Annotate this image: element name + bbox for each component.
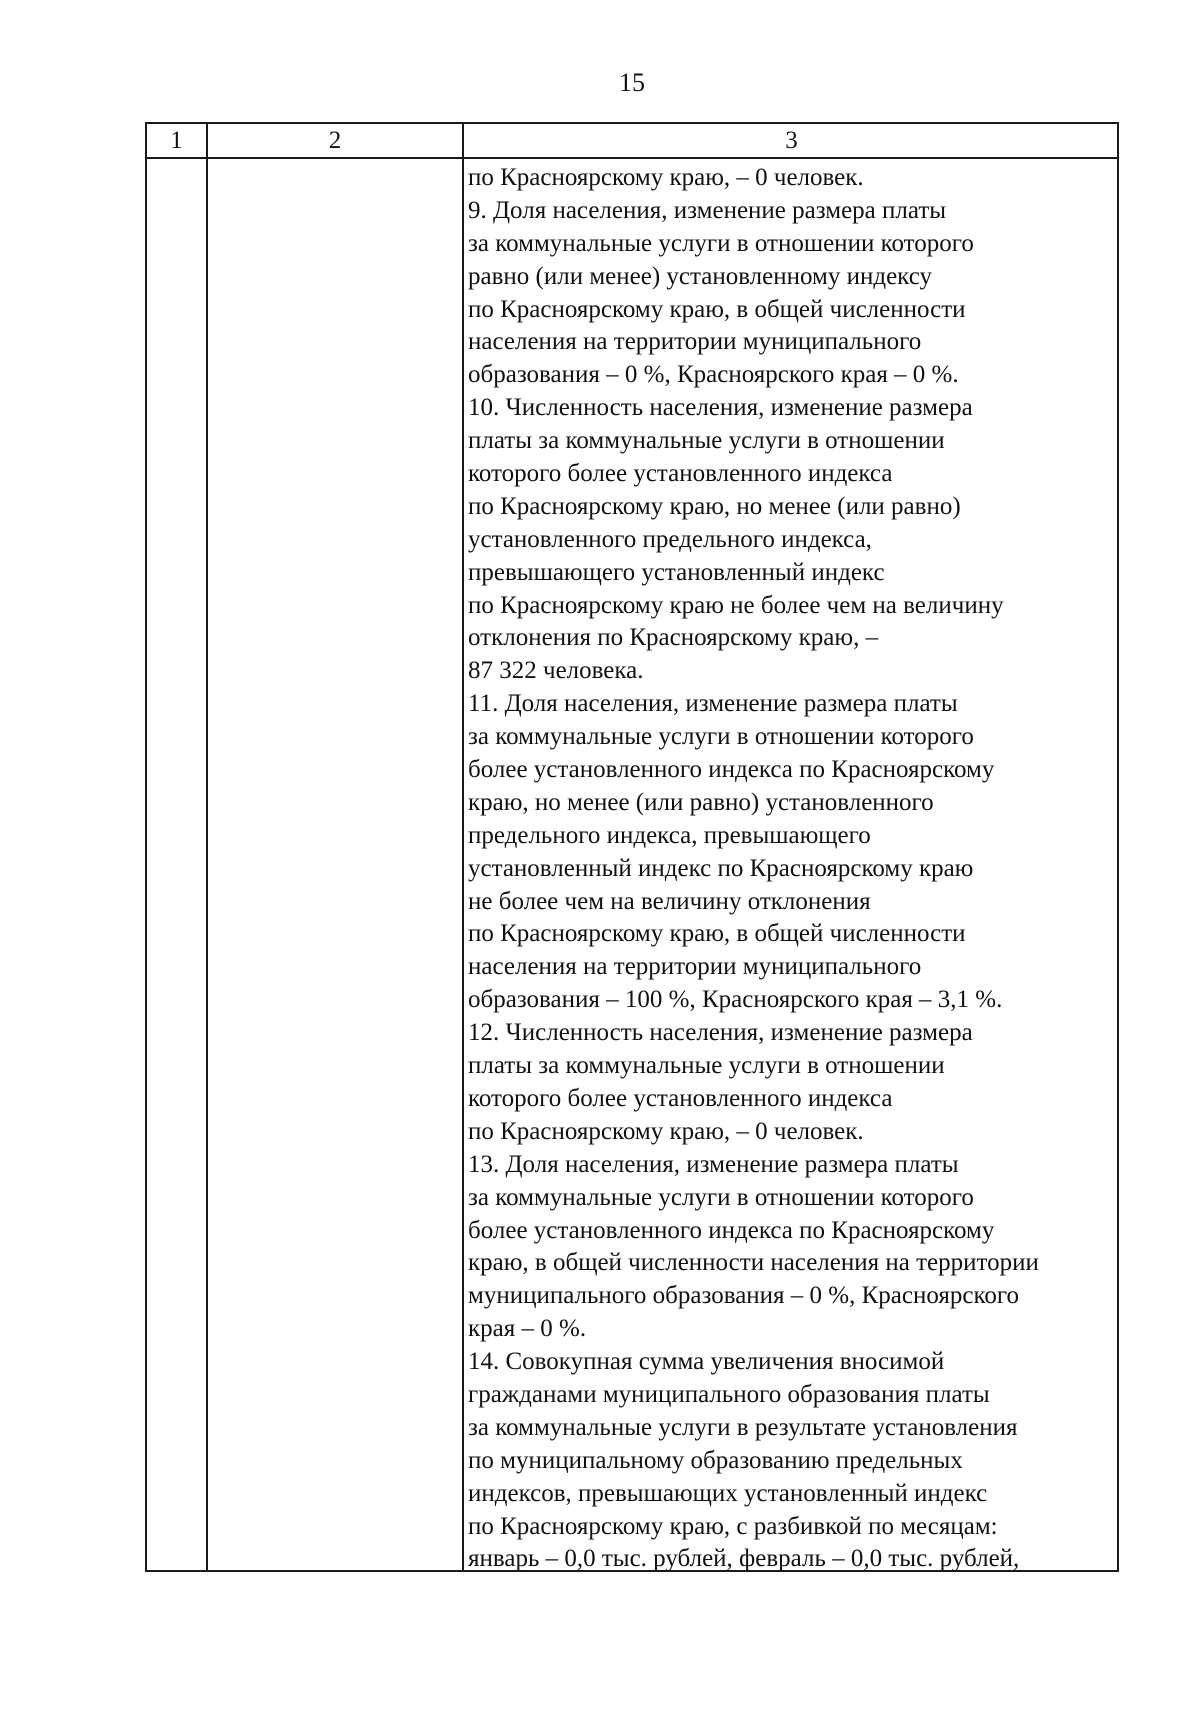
text-line: равно (или менее) установленному индексу (468, 262, 932, 290)
text-line: более установленного индекса по Красноярскому (468, 756, 995, 784)
text-line: не более чем на величину отклонения (468, 887, 871, 915)
text-line: отклонения по Красноярскому краю, – (468, 624, 879, 652)
column-header-3: 3 (785, 127, 798, 154)
column-header-2: 2 (328, 127, 342, 154)
text-line: 12. Численность населения, изменение размера (468, 1019, 973, 1047)
text-line: образования – 100 %, Красноярского края – 3,1 %. (468, 986, 1003, 1014)
text-line: 14. Совокупная сумма увеличения вносимой (468, 1348, 945, 1376)
column-divider-2 (462, 124, 464, 1570)
text-line: населения на территории муниципального (468, 328, 922, 356)
text-line: за коммунальные услуги в отношении которого (468, 1183, 974, 1211)
text-line: которого более установленного индекса (468, 460, 893, 488)
text-line: 9. Доля населения, изменение размера платы (468, 196, 947, 224)
text-line: за коммунальные услуги в отношении которого (468, 723, 974, 751)
text-line: 11. Доля населения, изменение размера платы (468, 690, 958, 718)
column-header-1: 1 (170, 127, 183, 154)
text-line: 13. Доля населения, изменение размера платы (468, 1150, 959, 1178)
text-line: платы за коммунальные услуги в отношении (468, 427, 945, 455)
text-line: установленный индекс по Красноярскому краю (468, 854, 974, 882)
text-line: предельного индекса, превышающего (468, 821, 871, 849)
text-line: по Красноярскому краю не более чем на величину (468, 591, 1004, 619)
page-number: 15 (619, 68, 645, 97)
text-line: населения на территории муниципального (468, 953, 922, 981)
text-line: края – 0 %. (468, 1315, 587, 1343)
text-line: образования – 0 %, Красноярского края – 0 %. (468, 361, 959, 389)
text-line: по Красноярскому краю, но менее (или равно) (468, 492, 961, 520)
text-line: 87 322 человека. (468, 657, 644, 685)
text-line: за коммунальные услуги в результате установления (468, 1413, 1018, 1441)
text-line: за коммунальные услуги в отношении которого (468, 229, 974, 257)
text-line: установленного предельного индекса, (468, 525, 872, 553)
text-line: по муниципальному образованию предельных (468, 1446, 963, 1474)
text-line: по Красноярскому краю, в общей численности (468, 920, 966, 948)
text-line: гражданами муниципального образования платы (468, 1380, 990, 1408)
text-line: краю, но менее (или равно) установленного (468, 788, 934, 816)
column-3-cell-text (468, 162, 1118, 1576)
text-line: которого более установленного индекса (468, 1084, 893, 1112)
text-line: муниципального образования – 0 %, Красноярского (468, 1282, 1019, 1310)
text-line: по Красноярскому краю, – 0 человек. (468, 1117, 864, 1145)
text-line: индексов, превышающих установленный индекс (468, 1479, 988, 1507)
document-table (145, 122, 1119, 1572)
column-divider-1 (206, 124, 208, 1570)
text-line: по Красноярскому краю, в общей численности (468, 295, 966, 323)
text-line: по Красноярскому краю, с разбивкой по месяцам: (468, 1512, 998, 1540)
text-line: январь – 0,0 тыс. рублей, февраль – 0,0 тыс. рублей, (468, 1545, 1020, 1573)
text-line: превышающего установленный индекс (468, 558, 885, 586)
text-line: более установленного индекса по Красноярскому (468, 1216, 995, 1244)
header-row-rule (147, 157, 1117, 159)
text-line: платы за коммунальные услуги в отношении (468, 1052, 945, 1080)
text-line: 10. Численность населения, изменение размера (468, 394, 973, 422)
text-line: краю, в общей численности населения на территории (468, 1249, 1039, 1277)
text-line: по Красноярскому краю, – 0 человек. (468, 164, 864, 191)
